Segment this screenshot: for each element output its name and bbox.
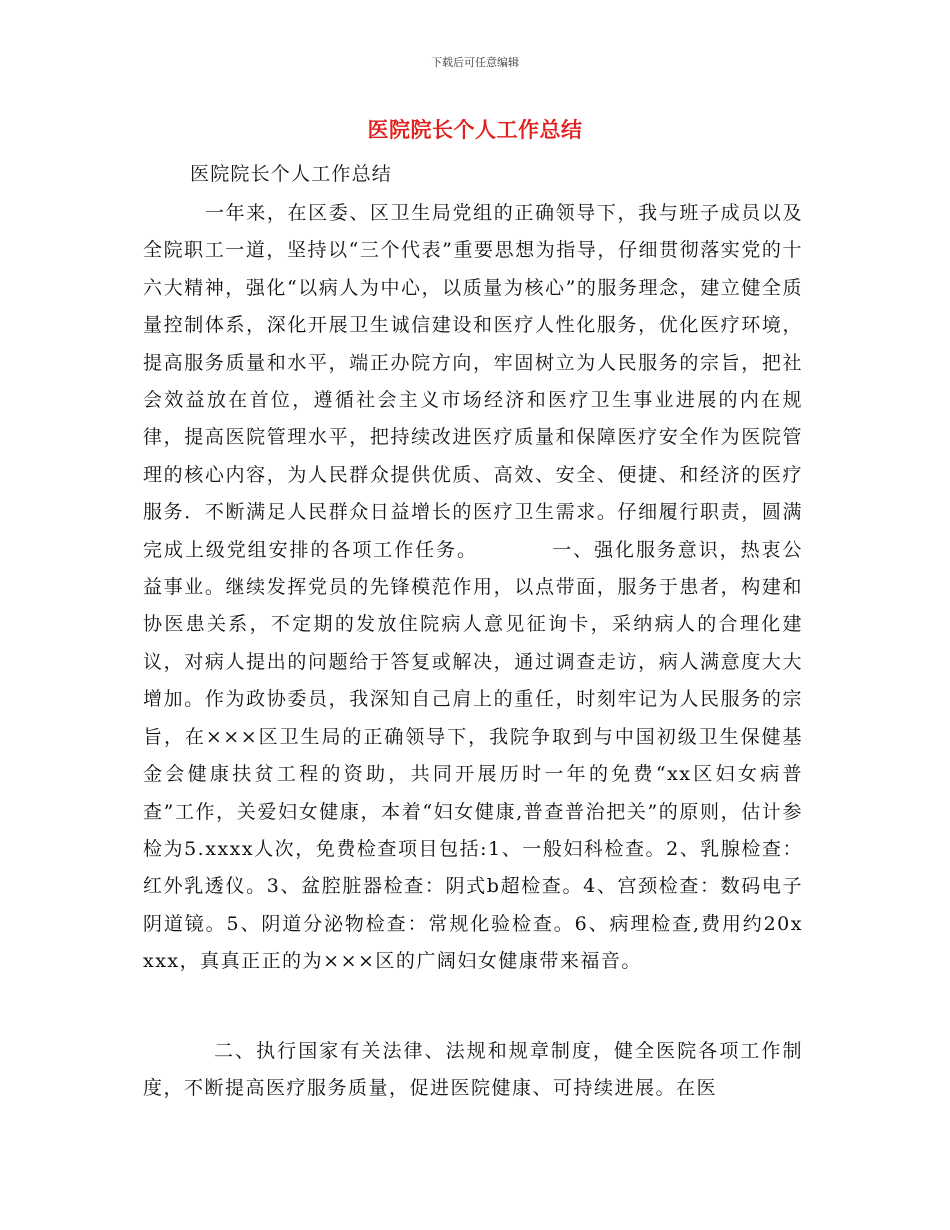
body-paragraph: 一年来，在区委、区卫生局党组的正确领导下，我与班子成员以及全院职工一道，坚持以“三个代表”重要思想为指导，仔细贯彻落实党的十六大精神，强化“以病人为中心，以质量为核心”的服务理念，建立健全质量控制体系，深化开展卫生诚信建设和医疗人性化服务，优化医疗环境，提高服务质量和水平，端正办院方向，牢固树立为人民服务的宗旨，把社会效益放在首位，遵循社会主义市场经济和医疗卫生事业进展的内在规律，提高医院管理水平，把持续改进医疗质量和保障医疗安全作为医院管理的核心内容，为人民群众提供优质、高效、安全、便捷、和经济的医疗服务．不断满足人民群众日益增长的医疗卫生需求。仔细履行职责，圆满完成上级党组安排的各项工作任务。 一、强化服务意识，热衷公益事业。继续发挥党员的先锋模范作用，以点带面，服务于患者，构建和协医患关系，不定期的发放住院病人意见征询卡，采纳病人的合理化建议，对病人提出的问题给于答复或解决，通过调查走访，病人满意度大大增加。作为政协委员，我深知自己肩上的重任，时刻牢记为人民服务的宗旨，在×××区卫生局的正确领导下，我院争取到与中国初级卫生保健基金会健康扶贫工程的资助，共同开展历时一年的免费“xx区妇女病普查”工作，关爱妇女健康，本着“妇女健康,普查普治把关”的原则，估计参检为5.xxxx人次，免费检查项目包括:1、一般妇科检查。2、乳腺检查：红外乳透仪。3、盆腔脏器检查：阴式b超检查。4、宫颈检查：数码电子阴道镜。5、阴道分泌物检查：常规化验检查。6、病理检查,费用约20xxxx，真真正正的为×××区的广阔妇女健康带来福音。 <box>143 202 803 973</box>
document-subtitle: 医院院长个人工作总结 <box>190 163 393 185</box>
header-note: 下载后可任意编辑 <box>431 56 519 69</box>
body-paragraph: 二、执行国家有关法律、法规和规章制度，健全医院各项工作制度，不断提高医疗服务质量，促进医院健康、可持续进展。在医 <box>143 1040 803 1100</box>
document-title: 医院院长个人工作总结 <box>367 117 583 142</box>
